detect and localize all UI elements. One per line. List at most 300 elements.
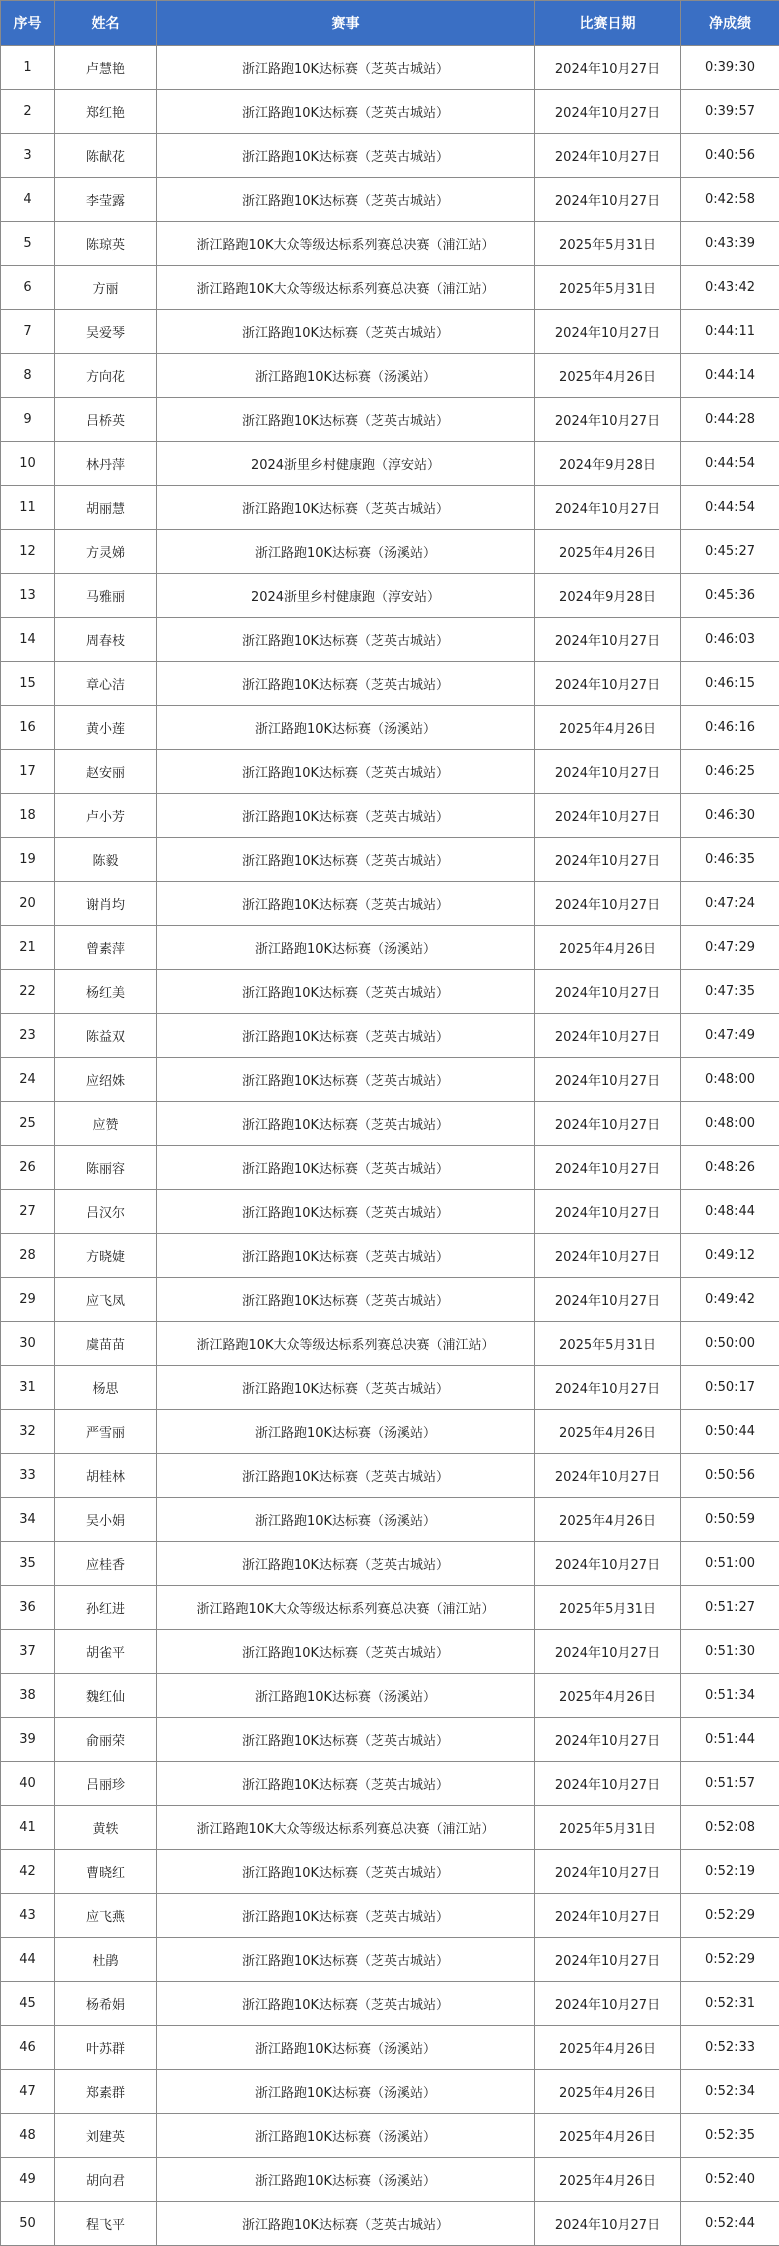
date-cell: 2024年10月27日: [535, 178, 681, 222]
net-time-cell: 0:44:54: [681, 442, 779, 486]
net-time-cell: 0:47:24: [681, 882, 779, 926]
net-time-cell: 0:51:44: [681, 1718, 779, 1762]
event-cell: 浙江路跑10K达标赛（芝英古城站）: [157, 882, 535, 926]
net-time-cell: 0:52:44: [681, 2202, 779, 2246]
event-cell: 浙江路跑10K达标赛（芝英古城站）: [157, 486, 535, 530]
name-cell: 马雅丽: [55, 574, 157, 618]
event-cell: 浙江路跑10K大众等级达标系列赛总决赛（浦江站）: [157, 1586, 535, 1630]
event-cell: 浙江路跑10K达标赛（芝英古城站）: [157, 1894, 535, 1938]
event-cell: 浙江路跑10K大众等级达标系列赛总决赛（浦江站）: [157, 266, 535, 310]
date-cell: 2024年10月27日: [535, 1058, 681, 1102]
date-cell: 2024年10月27日: [535, 1982, 681, 2026]
rank-cell: 20: [1, 882, 55, 926]
event-cell: 浙江路跑10K达标赛（芝英古城站）: [157, 1278, 535, 1322]
table-row: [1, 1586, 779, 1630]
name-cell: 卢小芳: [55, 794, 157, 838]
net-time-cell: 0:51:34: [681, 1674, 779, 1718]
name-cell: 林丹萍: [55, 442, 157, 486]
rank-cell: 45: [1, 1982, 55, 2026]
table-row: [1, 618, 779, 662]
name-cell: 应飞燕: [55, 1894, 157, 1938]
table-row: [1, 486, 779, 530]
name-cell: 郑素群: [55, 2070, 157, 2114]
name-cell: 程飞平: [55, 2202, 157, 2246]
table-row: [1, 1674, 779, 1718]
rank-cell: 44: [1, 1938, 55, 1982]
rank-cell: 38: [1, 1674, 55, 1718]
rank-cell: 34: [1, 1498, 55, 1542]
date-cell: 2025年4月26日: [535, 1674, 681, 1718]
table-row: [1, 1058, 779, 1102]
header-date: 比赛日期: [535, 1, 681, 46]
net-time-cell: 0:51:30: [681, 1630, 779, 1674]
table-header-row: [1, 1, 779, 46]
net-time-cell: 0:44:28: [681, 398, 779, 442]
table-row: [1, 1366, 779, 1410]
date-cell: 2024年10月27日: [535, 838, 681, 882]
date-cell: 2025年4月26日: [535, 2026, 681, 2070]
table-row: [1, 794, 779, 838]
rank-cell: 23: [1, 1014, 55, 1058]
event-cell: 浙江路跑10K达标赛（芝英古城站）: [157, 1542, 535, 1586]
net-time-cell: 0:46:16: [681, 706, 779, 750]
name-cell: 胡桂林: [55, 1454, 157, 1498]
net-time-cell: 0:50:44: [681, 1410, 779, 1454]
date-cell: 2024年10月27日: [535, 398, 681, 442]
name-cell: 杜鹃: [55, 1938, 157, 1982]
table-row: [1, 222, 779, 266]
table-row: [1, 398, 779, 442]
table-row: [1, 2114, 779, 2158]
event-cell: 浙江路跑10K达标赛（芝英古城站）: [157, 1146, 535, 1190]
net-time-cell: 0:45:27: [681, 530, 779, 574]
date-cell: 2025年4月26日: [535, 530, 681, 574]
date-cell: 2024年10月27日: [535, 1762, 681, 1806]
date-cell: 2024年10月27日: [535, 1454, 681, 1498]
event-cell: 浙江路跑10K达标赛（汤溪站）: [157, 2070, 535, 2114]
name-cell: 卢慧艳: [55, 46, 157, 90]
rank-cell: 43: [1, 1894, 55, 1938]
rank-cell: 29: [1, 1278, 55, 1322]
net-time-cell: 0:44:14: [681, 354, 779, 398]
net-time-cell: 0:48:44: [681, 1190, 779, 1234]
event-cell: 浙江路跑10K达标赛（芝英古城站）: [157, 662, 535, 706]
table-row: [1, 354, 779, 398]
net-time-cell: 0:48:26: [681, 1146, 779, 1190]
name-cell: 方晓婕: [55, 1234, 157, 1278]
name-cell: 应赞: [55, 1102, 157, 1146]
table-row: [1, 970, 779, 1014]
rank-cell: 41: [1, 1806, 55, 1850]
table-row: [1, 310, 779, 354]
rank-cell: 48: [1, 2114, 55, 2158]
event-cell: 浙江路跑10K达标赛（芝英古城站）: [157, 838, 535, 882]
date-cell: 2025年4月26日: [535, 1498, 681, 1542]
table-row: [1, 838, 779, 882]
date-cell: 2024年10月27日: [535, 1102, 681, 1146]
net-time-cell: 0:47:35: [681, 970, 779, 1014]
table-row: [1, 750, 779, 794]
name-cell: 严雪丽: [55, 1410, 157, 1454]
table-row: [1, 46, 779, 90]
net-time-cell: 0:46:15: [681, 662, 779, 706]
net-time-cell: 0:52:34: [681, 2070, 779, 2114]
name-cell: 李莹露: [55, 178, 157, 222]
rank-cell: 27: [1, 1190, 55, 1234]
rank-cell: 12: [1, 530, 55, 574]
net-time-cell: 0:52:35: [681, 2114, 779, 2158]
net-time-cell: 0:46:03: [681, 618, 779, 662]
date-cell: 2024年10月27日: [535, 1938, 681, 1982]
name-cell: 黄小莲: [55, 706, 157, 750]
name-cell: 方向花: [55, 354, 157, 398]
table-row: [1, 2026, 779, 2070]
table-row: [1, 926, 779, 970]
rank-cell: 13: [1, 574, 55, 618]
name-cell: 方丽: [55, 266, 157, 310]
name-cell: 应桂香: [55, 1542, 157, 1586]
date-cell: 2024年10月27日: [535, 1718, 681, 1762]
name-cell: 周春枝: [55, 618, 157, 662]
date-cell: 2025年4月26日: [535, 2114, 681, 2158]
name-cell: 胡向君: [55, 2158, 157, 2202]
date-cell: 2024年9月28日: [535, 574, 681, 618]
rank-cell: 10: [1, 442, 55, 486]
name-cell: 陈献花: [55, 134, 157, 178]
date-cell: 2024年10月27日: [535, 882, 681, 926]
name-cell: 吴爱琴: [55, 310, 157, 354]
date-cell: 2024年10月27日: [535, 970, 681, 1014]
net-time-cell: 0:49:12: [681, 1234, 779, 1278]
net-time-cell: 0:52:31: [681, 1982, 779, 2026]
rank-cell: 9: [1, 398, 55, 442]
rank-cell: 33: [1, 1454, 55, 1498]
name-cell: 方灵娣: [55, 530, 157, 574]
name-cell: 魏红仙: [55, 1674, 157, 1718]
rank-cell: 36: [1, 1586, 55, 1630]
name-cell: 杨希娟: [55, 1982, 157, 2026]
rank-cell: 31: [1, 1366, 55, 1410]
rank-cell: 1: [1, 46, 55, 90]
table-row: [1, 2202, 779, 2246]
table-row: [1, 1014, 779, 1058]
date-cell: 2024年9月28日: [535, 442, 681, 486]
name-cell: 陈益双: [55, 1014, 157, 1058]
date-cell: 2024年10月27日: [535, 1146, 681, 1190]
net-time-cell: 0:46:30: [681, 794, 779, 838]
name-cell: 刘建英: [55, 2114, 157, 2158]
name-cell: 赵安丽: [55, 750, 157, 794]
name-cell: 曹晓红: [55, 1850, 157, 1894]
rank-cell: 42: [1, 1850, 55, 1894]
event-cell: 浙江路跑10K达标赛（芝英古城站）: [157, 398, 535, 442]
event-cell: 浙江路跑10K达标赛（汤溪站）: [157, 2026, 535, 2070]
event-cell: 浙江路跑10K达标赛（芝英古城站）: [157, 1366, 535, 1410]
date-cell: 2025年4月26日: [535, 2070, 681, 2114]
date-cell: 2024年10月27日: [535, 1278, 681, 1322]
table-row: [1, 1498, 779, 1542]
table-row: [1, 1894, 779, 1938]
event-cell: 浙江路跑10K达标赛（芝英古城站）: [157, 618, 535, 662]
date-cell: 2024年10月27日: [535, 1190, 681, 1234]
event-cell: 浙江路跑10K达标赛（芝英古城站）: [157, 2202, 535, 2246]
net-time-cell: 0:45:36: [681, 574, 779, 618]
table-row: [1, 1718, 779, 1762]
name-cell: 陈琼英: [55, 222, 157, 266]
net-time-cell: 0:51:57: [681, 1762, 779, 1806]
table-row: [1, 90, 779, 134]
rank-cell: 5: [1, 222, 55, 266]
rank-cell: 19: [1, 838, 55, 882]
date-cell: 2024年10月27日: [535, 46, 681, 90]
table-row: [1, 178, 779, 222]
net-time-cell: 0:47:29: [681, 926, 779, 970]
table-row: [1, 1190, 779, 1234]
rank-cell: 28: [1, 1234, 55, 1278]
rank-cell: 17: [1, 750, 55, 794]
event-cell: 浙江路跑10K达标赛（芝英古城站）: [157, 1234, 535, 1278]
table-row: [1, 574, 779, 618]
event-cell: 浙江路跑10K大众等级达标系列赛总决赛（浦江站）: [157, 1322, 535, 1366]
date-cell: 2024年10月27日: [535, 1234, 681, 1278]
table-row: [1, 1762, 779, 1806]
name-cell: 谢肖均: [55, 882, 157, 926]
event-cell: 浙江路跑10K达标赛（芝英古城站）: [157, 750, 535, 794]
date-cell: 2024年10月27日: [535, 486, 681, 530]
rank-cell: 32: [1, 1410, 55, 1454]
table-row: [1, 1982, 779, 2026]
date-cell: 2025年5月31日: [535, 1806, 681, 1850]
name-cell: 杨红美: [55, 970, 157, 1014]
table-row: [1, 1850, 779, 1894]
event-cell: 浙江路跑10K达标赛（芝英古城站）: [157, 1850, 535, 1894]
name-cell: 胡丽慧: [55, 486, 157, 530]
rank-cell: 35: [1, 1542, 55, 1586]
name-cell: 章心洁: [55, 662, 157, 706]
rank-cell: 47: [1, 2070, 55, 2114]
net-time-cell: 0:48:00: [681, 1058, 779, 1102]
event-cell: 浙江路跑10K达标赛（芝英古城站）: [157, 1938, 535, 1982]
table-row: [1, 706, 779, 750]
name-cell: 曾素萍: [55, 926, 157, 970]
rank-cell: 25: [1, 1102, 55, 1146]
rank-cell: 4: [1, 178, 55, 222]
table-row: [1, 662, 779, 706]
event-cell: 浙江路跑10K达标赛（汤溪站）: [157, 1498, 535, 1542]
event-cell: 浙江路跑10K达标赛（汤溪站）: [157, 1674, 535, 1718]
date-cell: 2024年10月27日: [535, 794, 681, 838]
header-name: 姓名: [55, 1, 157, 46]
net-time-cell: 0:43:42: [681, 266, 779, 310]
name-cell: 黄轶: [55, 1806, 157, 1850]
rank-cell: 16: [1, 706, 55, 750]
name-cell: 吕丽珍: [55, 1762, 157, 1806]
rank-cell: 11: [1, 486, 55, 530]
date-cell: 2024年10月27日: [535, 662, 681, 706]
date-cell: 2025年4月26日: [535, 706, 681, 750]
rank-cell: 7: [1, 310, 55, 354]
event-cell: 浙江路跑10K达标赛（芝英古城站）: [157, 1630, 535, 1674]
net-time-cell: 0:43:39: [681, 222, 779, 266]
date-cell: 2024年10月27日: [535, 134, 681, 178]
net-time-cell: 0:52:33: [681, 2026, 779, 2070]
date-cell: 2025年5月31日: [535, 266, 681, 310]
event-cell: 浙江路跑10K达标赛（芝英古城站）: [157, 46, 535, 90]
net-time-cell: 0:51:27: [681, 1586, 779, 1630]
date-cell: 2025年4月26日: [535, 926, 681, 970]
event-cell: 2024浙里乡村健康跑（淳安站）: [157, 442, 535, 486]
date-cell: 2024年10月27日: [535, 618, 681, 662]
rank-cell: 18: [1, 794, 55, 838]
event-cell: 浙江路跑10K达标赛（芝英古城站）: [157, 1762, 535, 1806]
table-row: [1, 1938, 779, 1982]
event-cell: 浙江路跑10K达标赛（汤溪站）: [157, 530, 535, 574]
name-cell: 孙红进: [55, 1586, 157, 1630]
net-time-cell: 0:39:30: [681, 46, 779, 90]
net-time-cell: 0:40:56: [681, 134, 779, 178]
net-time-cell: 0:46:25: [681, 750, 779, 794]
name-cell: 应飞凤: [55, 1278, 157, 1322]
table-row: [1, 2158, 779, 2202]
date-cell: 2024年10月27日: [535, 2202, 681, 2246]
date-cell: 2024年10月27日: [535, 90, 681, 134]
event-cell: 浙江路跑10K达标赛（汤溪站）: [157, 926, 535, 970]
net-time-cell: 0:44:54: [681, 486, 779, 530]
net-time-cell: 0:42:58: [681, 178, 779, 222]
event-cell: 浙江路跑10K达标赛（芝英古城站）: [157, 794, 535, 838]
table-row: [1, 1322, 779, 1366]
date-cell: 2024年10月27日: [535, 1542, 681, 1586]
rank-cell: 6: [1, 266, 55, 310]
date-cell: 2025年5月31日: [535, 1322, 681, 1366]
net-time-cell: 0:50:17: [681, 1366, 779, 1410]
net-time-cell: 0:49:42: [681, 1278, 779, 1322]
rank-cell: 37: [1, 1630, 55, 1674]
name-cell: 虞苗苗: [55, 1322, 157, 1366]
table-row: [1, 442, 779, 486]
event-cell: 浙江路跑10K达标赛（芝英古城站）: [157, 970, 535, 1014]
event-cell: 浙江路跑10K大众等级达标系列赛总决赛（浦江站）: [157, 1806, 535, 1850]
table-row: [1, 266, 779, 310]
header-rank: 序号: [1, 1, 55, 46]
event-cell: 浙江路跑10K达标赛（芝英古城站）: [157, 1102, 535, 1146]
event-cell: 浙江路跑10K达标赛（汤溪站）: [157, 2158, 535, 2202]
event-cell: 浙江路跑10K大众等级达标系列赛总决赛（浦江站）: [157, 222, 535, 266]
event-cell: 浙江路跑10K达标赛（汤溪站）: [157, 1410, 535, 1454]
net-time-cell: 0:47:49: [681, 1014, 779, 1058]
table-row: [1, 1102, 779, 1146]
name-cell: 吕桥英: [55, 398, 157, 442]
event-cell: 浙江路跑10K达标赛（芝英古城站）: [157, 90, 535, 134]
name-cell: 陈毅: [55, 838, 157, 882]
rank-cell: 22: [1, 970, 55, 1014]
date-cell: 2024年10月27日: [535, 1366, 681, 1410]
date-cell: 2024年10月27日: [535, 1850, 681, 1894]
name-cell: 叶苏群: [55, 2026, 157, 2070]
rank-cell: 50: [1, 2202, 55, 2246]
rank-cell: 21: [1, 926, 55, 970]
event-cell: 浙江路跑10K达标赛（芝英古城站）: [157, 1718, 535, 1762]
rank-cell: 3: [1, 134, 55, 178]
rank-cell: 49: [1, 2158, 55, 2202]
rank-cell: 39: [1, 1718, 55, 1762]
event-cell: 浙江路跑10K达标赛（芝英古城站）: [157, 1058, 535, 1102]
table-row: [1, 530, 779, 574]
net-time-cell: 0:52:08: [681, 1806, 779, 1850]
name-cell: 吕汉尔: [55, 1190, 157, 1234]
event-cell: 浙江路跑10K达标赛（芝英古城站）: [157, 1014, 535, 1058]
event-cell: 浙江路跑10K达标赛（芝英古城站）: [157, 1454, 535, 1498]
table-row: [1, 134, 779, 178]
rank-cell: 8: [1, 354, 55, 398]
name-cell: 吴小娟: [55, 1498, 157, 1542]
rank-cell: 46: [1, 2026, 55, 2070]
date-cell: 2025年4月26日: [535, 2158, 681, 2202]
name-cell: 杨思: [55, 1366, 157, 1410]
date-cell: 2025年5月31日: [535, 222, 681, 266]
name-cell: 郑红艳: [55, 90, 157, 134]
net-time-cell: 0:44:11: [681, 310, 779, 354]
date-cell: 2024年10月27日: [535, 1630, 681, 1674]
rank-cell: 26: [1, 1146, 55, 1190]
table-row: [1, 1234, 779, 1278]
table-row: [1, 2070, 779, 2114]
net-time-cell: 0:52:29: [681, 1938, 779, 1982]
name-cell: 陈丽容: [55, 1146, 157, 1190]
event-cell: 2024浙里乡村健康跑（淳安站）: [157, 574, 535, 618]
table-row: [1, 1146, 779, 1190]
header-event: 赛事: [157, 1, 535, 46]
net-time-cell: 0:46:35: [681, 838, 779, 882]
net-time-cell: 0:39:57: [681, 90, 779, 134]
net-time-cell: 0:50:59: [681, 1498, 779, 1542]
net-time-cell: 0:52:29: [681, 1894, 779, 1938]
rank-cell: 15: [1, 662, 55, 706]
table-row: [1, 1806, 779, 1850]
event-cell: 浙江路跑10K达标赛（芝英古城站）: [157, 134, 535, 178]
net-time-cell: 0:52:40: [681, 2158, 779, 2202]
table-row: [1, 1542, 779, 1586]
rank-cell: 24: [1, 1058, 55, 1102]
event-cell: 浙江路跑10K达标赛（芝英古城站）: [157, 178, 535, 222]
event-cell: 浙江路跑10K达标赛（芝英古城站）: [157, 1982, 535, 2026]
name-cell: 胡雀平: [55, 1630, 157, 1674]
date-cell: 2024年10月27日: [535, 1014, 681, 1058]
net-time-cell: 0:50:56: [681, 1454, 779, 1498]
rank-cell: 2: [1, 90, 55, 134]
rank-cell: 40: [1, 1762, 55, 1806]
table-row: [1, 1410, 779, 1454]
table-row: [1, 1454, 779, 1498]
rank-cell: 14: [1, 618, 55, 662]
event-cell: 浙江路跑10K达标赛（汤溪站）: [157, 2114, 535, 2158]
date-cell: 2025年4月26日: [535, 354, 681, 398]
net-time-cell: 0:48:00: [681, 1102, 779, 1146]
table-row: [1, 1630, 779, 1674]
date-cell: 2025年5月31日: [535, 1586, 681, 1630]
date-cell: 2024年10月27日: [535, 1894, 681, 1938]
date-cell: 2024年10月27日: [535, 750, 681, 794]
rank-cell: 30: [1, 1322, 55, 1366]
name-cell: 俞丽荣: [55, 1718, 157, 1762]
net-time-cell: 0:51:00: [681, 1542, 779, 1586]
event-cell: 浙江路跑10K达标赛（芝英古城站）: [157, 310, 535, 354]
event-cell: 浙江路跑10K达标赛（芝英古城站）: [157, 1190, 535, 1234]
header-net-time: 净成绩: [681, 1, 779, 46]
table-row: [1, 882, 779, 926]
name-cell: 应绍姝: [55, 1058, 157, 1102]
table-body: [1, 46, 779, 2246]
